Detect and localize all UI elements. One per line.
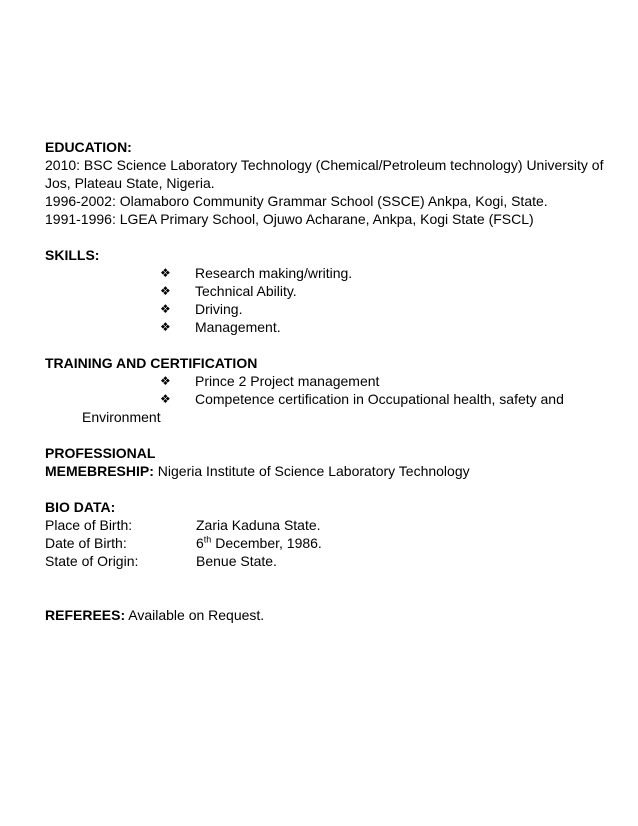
referees-section (45, 606, 630, 624)
training-heading: TRAINING AND CERTIFICATION (45, 355, 258, 371)
professional-heading: PROFESSIONAL (45, 445, 156, 461)
education-entry: Jos, Plateau State, Nigeria. (45, 175, 215, 191)
skills-section (45, 246, 630, 336)
membership-value: Nigeria Institute of Science Laboratory Technology (157, 463, 470, 479)
date-of-birth-label: Date of Birth: (45, 535, 127, 551)
date-day: 6 (196, 535, 204, 551)
training-label: Prince 2 Project management (195, 373, 380, 389)
education-heading: EDUCATION: (45, 139, 132, 155)
training-section (45, 354, 630, 426)
skills-list (45, 264, 630, 336)
list-item (45, 282, 630, 300)
bio-section (45, 498, 630, 570)
list-item (45, 264, 630, 282)
state-of-origin-value: Benue State. (196, 553, 277, 569)
list-item (45, 300, 630, 318)
referees-row (45, 606, 630, 624)
education-entry: 1991-1996: LGEA Primary School, Ojuwo Acharane, Ankpa, Kogi State (FSCL) (45, 211, 534, 227)
bio-heading: BIO DATA: (45, 499, 116, 515)
referees-value: Available on Request. (128, 607, 265, 623)
list-item (45, 390, 630, 408)
list-item (45, 318, 630, 336)
bio-row-place (45, 516, 630, 534)
professional-section (45, 444, 630, 480)
date-of-birth-value (196, 534, 322, 552)
education-entry: 1996-2002: Olamaboro Community Grammar School (SSCE) Ankpa, Kogi, State. (45, 193, 548, 209)
resume-page (45, 138, 630, 624)
training-label: Competence certification in Occupational health, safety and (195, 391, 564, 407)
skill-label: Research making/writing. (195, 265, 353, 281)
date-suffix: th (203, 534, 212, 545)
bio-row-date (45, 534, 630, 552)
skill-label: Driving. (195, 301, 243, 317)
place-of-birth-value: Zaria Kaduna State. (196, 517, 321, 533)
skills-heading: SKILLS: (45, 247, 100, 263)
membership-label: MEMEBRESHIP: (45, 463, 154, 479)
diamond-bullet-icon: ❖ (160, 266, 171, 280)
diamond-bullet-icon: ❖ (160, 302, 171, 316)
training-continuation: Environment (82, 409, 161, 425)
education-entry: 2010: BSC Science Laboratory Technology (Chemical/Petroleum technology) University of (45, 157, 604, 173)
diamond-bullet-icon: ❖ (160, 284, 171, 298)
skill-label: Technical Ability. (195, 283, 297, 299)
diamond-bullet-icon: ❖ (160, 320, 171, 334)
place-of-birth-label: Place of Birth: (45, 517, 133, 533)
date-rest: December, 1986. (211, 535, 322, 551)
skill-label: Management. (195, 319, 281, 335)
diamond-bullet-icon: ❖ (160, 392, 171, 406)
bio-row-origin (45, 552, 630, 570)
list-item (45, 372, 630, 390)
state-of-origin-label: State of Origin: (45, 553, 139, 569)
training-list (45, 372, 630, 408)
education-section (45, 138, 630, 228)
referees-heading: REFEREES: (45, 607, 126, 623)
diamond-bullet-icon: ❖ (160, 374, 171, 388)
professional-row (45, 462, 630, 480)
